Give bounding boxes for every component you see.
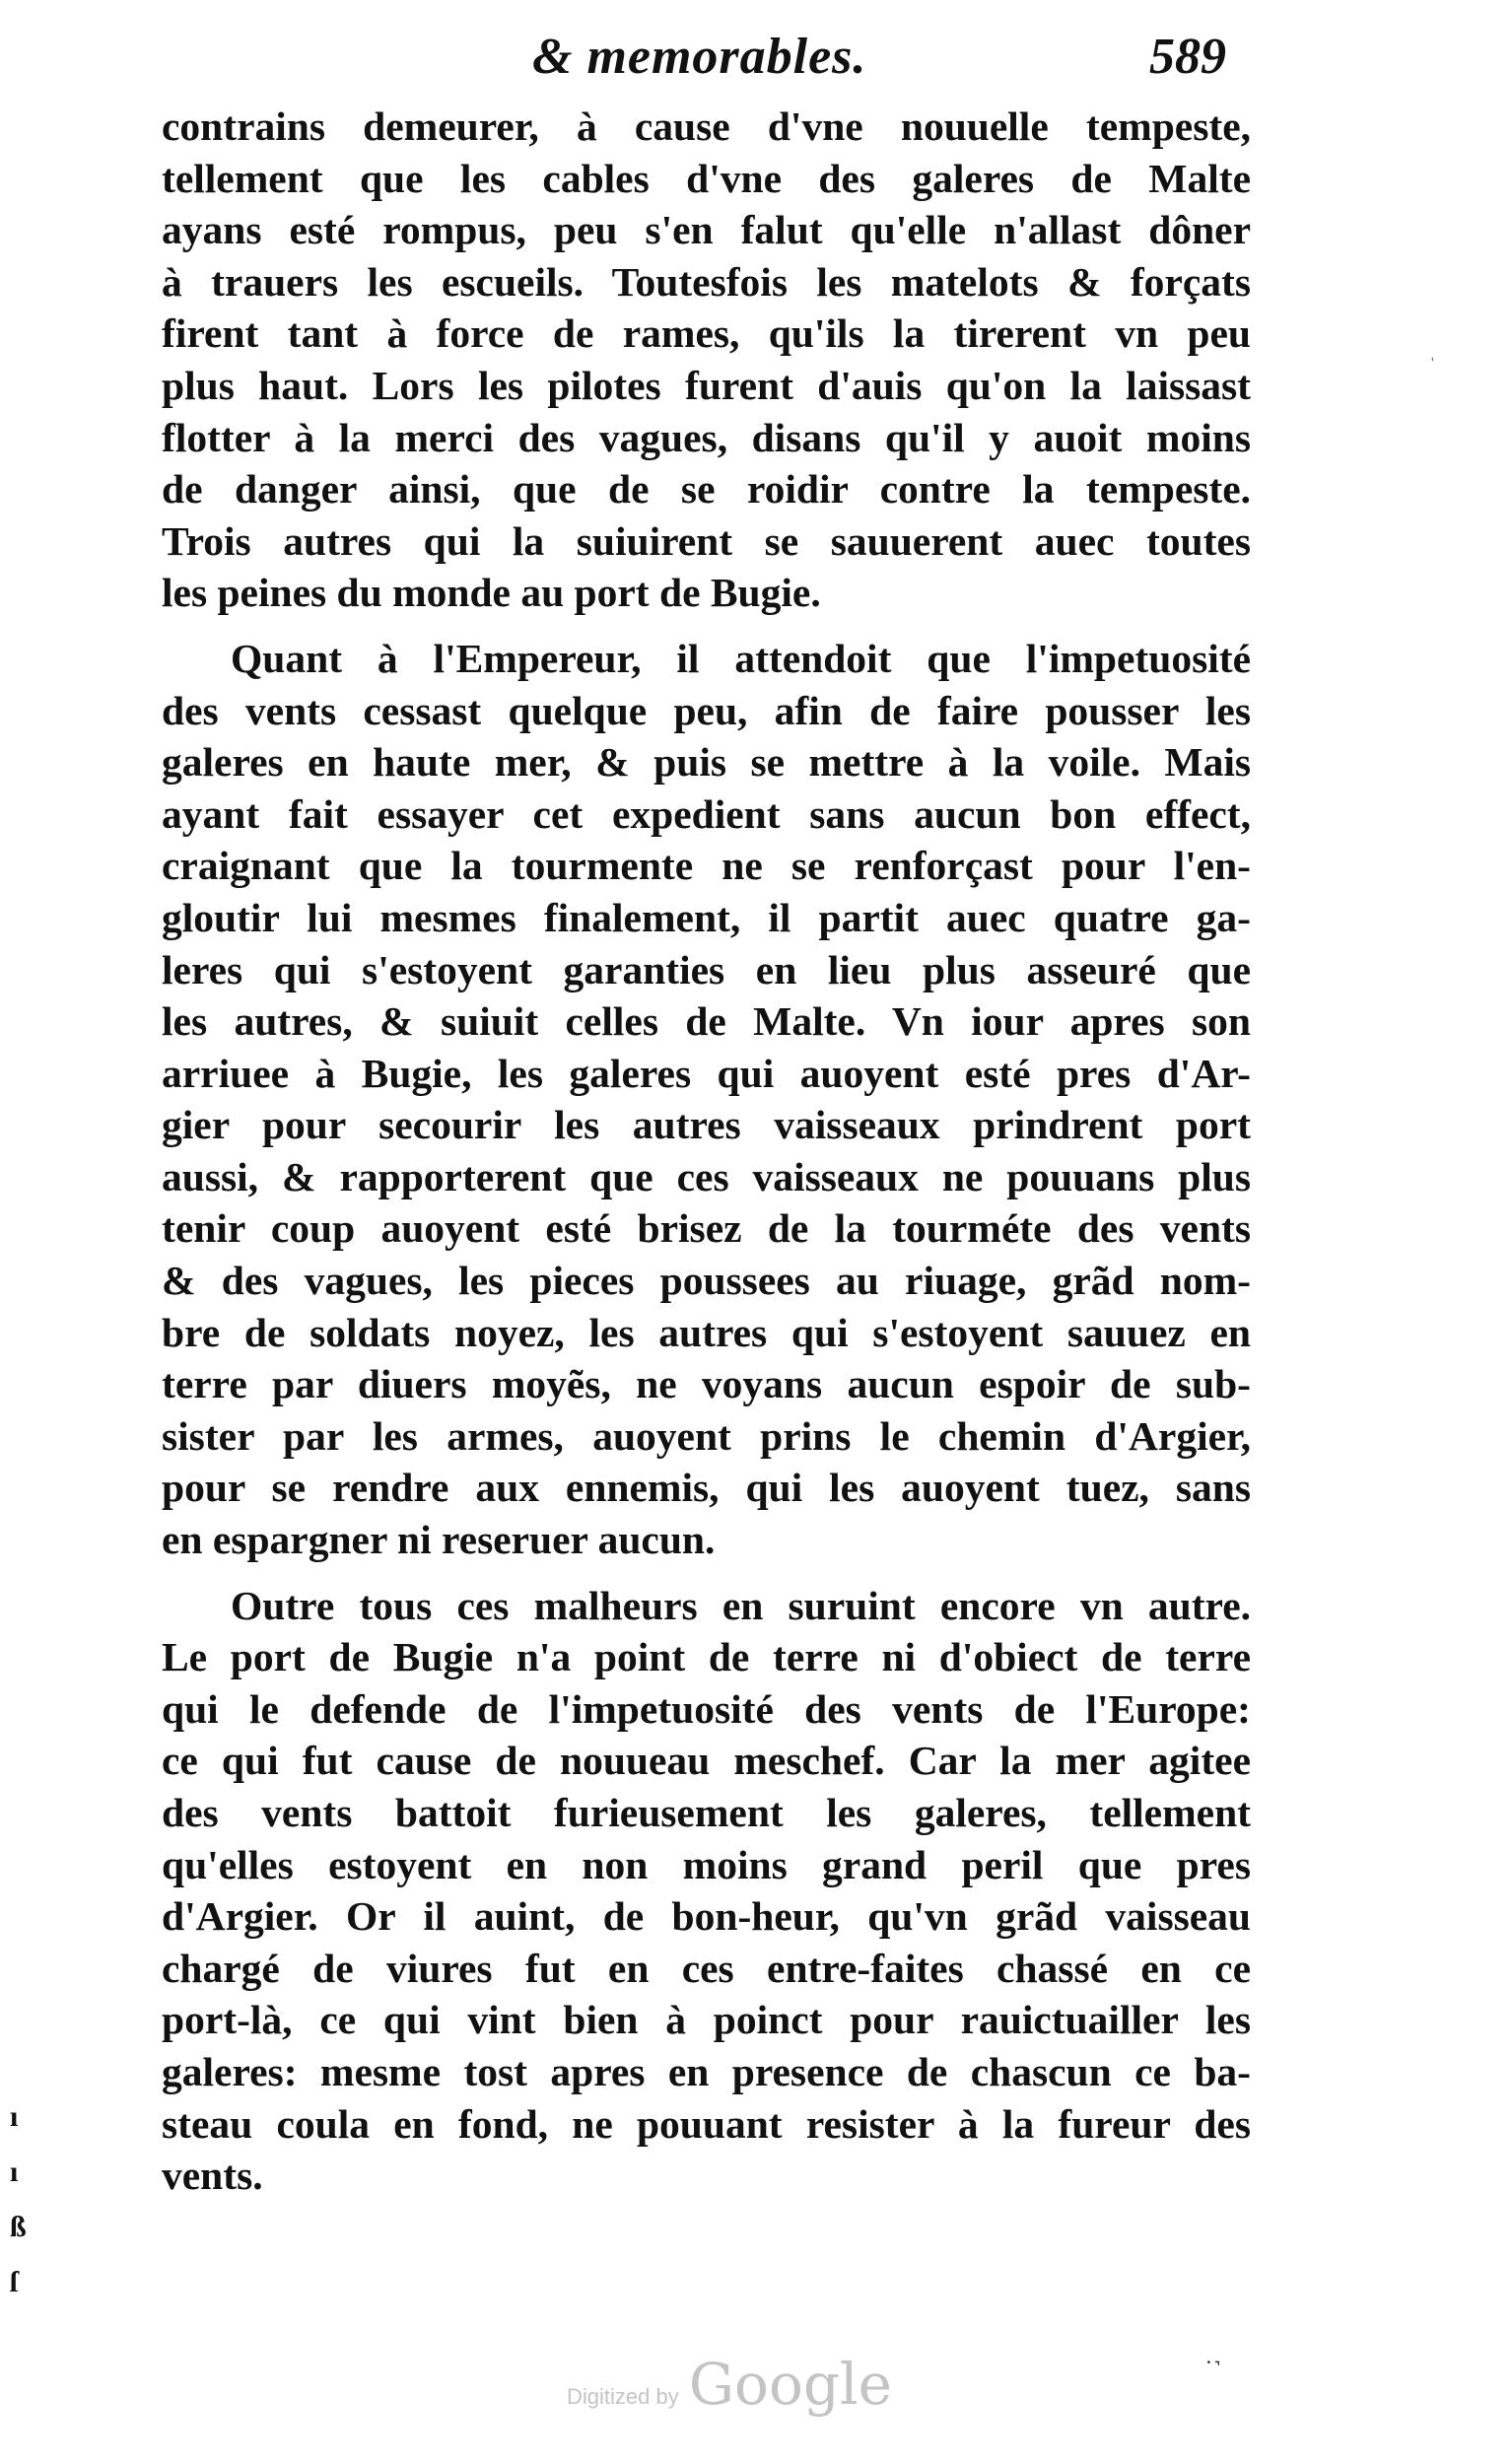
text-line: gier pour secourir les autres vaisseaux prindrent port — [162, 1102, 1251, 1148]
text-line: pour se rendre aux ennemis, qui les auoyent tuez, sans — [162, 1465, 1251, 1511]
text-line: qui le defende de l'impetuosité des vents de l'Europe: — [162, 1685, 1251, 1732]
text-line: arriuee à Bugie, les galeres qui auoyent esté pres d'Ar- — [162, 1050, 1251, 1096]
watermark-prefix: Digitized by — [567, 2384, 679, 2409]
text-line: tellement que les cables d'vne des galeres de Malte — [162, 155, 1251, 201]
paragraph-gap — [162, 1566, 1251, 1580]
text-line: sister par les armes, auoyent prins le chemin d'Argier, — [162, 1412, 1251, 1459]
text-line: Outre tous ces malheurs en suruint encore vn autre. — [231, 1582, 1251, 1628]
text-line: de danger ainsi, que de se roidir contre la tempeste. — [162, 466, 1251, 513]
paragraph-gap — [162, 619, 1251, 633]
text-line: steau coula en fond, ne pouuant resister à la fureur des — [162, 2100, 1251, 2147]
text-line: flotter à la merci des vagues, disans qu'il y auoit moins — [162, 414, 1251, 460]
running-head: & memorables. — [532, 29, 867, 85]
text-line: Trois autres qui la suiuirent se sauuerent auec toutes — [162, 517, 1251, 564]
text-line: ayans esté rompus, peu s'en falut qu'elle n'allast dôner — [162, 207, 1251, 253]
text-line: les peines du monde au port de Bugie. — [162, 570, 821, 616]
google-logo: Google — [688, 2351, 892, 2418]
text-line: Le port de Bugie n'a point de terre ni d'obiect de terre — [162, 1634, 1251, 1680]
text-line: port-là, ce qui vint bien à poinct pour rauictuailler les — [162, 1997, 1251, 2043]
text-line: bre de soldats noyez, les autres qui s'estoyent sauuez en — [162, 1309, 1251, 1355]
text-line: d'Argier. Or il auint, de bon-heur, qu'vn grãd vaisseau — [162, 1893, 1251, 1940]
text-line: galeres: mesme tost apres en presence de chascun ce ba- — [162, 2048, 1251, 2094]
text-line: en espargner ni reseruer aucun. — [162, 1517, 716, 1563]
text-line: vents. — [162, 2153, 263, 2199]
text-line: ce qui fut cause de nouueau meschef. Car la mer agitee — [162, 1738, 1251, 1784]
text-line: des vents cessast quelque peu, afin de faire pousser les — [162, 687, 1251, 733]
margin-mark: ß — [10, 2211, 27, 2243]
margin-mark: ı — [10, 2100, 19, 2133]
digitized-watermark — [567, 2351, 892, 2418]
text-line: firent tant à force de rames, qu'ils la tirerent vn peu — [162, 310, 1251, 357]
text-line: des vents battoit furieusement les galeres, tellement — [162, 1790, 1251, 1835]
text-line: chargé de viures fut en ces entre-faites chassé en ce — [162, 1945, 1251, 1991]
corner-mark: ˙˺ — [1204, 2356, 1222, 2384]
text-line: galeres en haute mer, & puis se mettre à la voile. Mais — [162, 739, 1251, 786]
text-line: les autres, & suiuit celles de Malte. Vn iour apres son — [162, 998, 1251, 1045]
text-line: leres qui s'estoyent garanties en lieu plus asseuré que — [162, 946, 1251, 992]
text-line: & des vagues, les pieces poussees au riuage, grãd nom- — [162, 1258, 1251, 1304]
margin-mark: ſ — [10, 2266, 19, 2298]
margin-marks — [10, 2089, 39, 2310]
text-line: terre par diuers moyẽs, ne voyans aucun espoir de sub- — [162, 1361, 1251, 1407]
margin-speck: ˈ — [1429, 355, 1436, 376]
text-line: Quant à l'Empereur, il attendoit que l'impetuosité — [231, 635, 1251, 681]
text-line: plus haut. Lors les pilotes furent d'auis qu'on la laissast — [162, 362, 1251, 408]
paragraph-2 — [162, 633, 1251, 1566]
text-line: tenir coup auoyent esté brisez de la tourméte des vents — [162, 1205, 1251, 1252]
margin-mark: ı — [10, 2156, 19, 2188]
text-line: craignant que la tourmente ne se renforçast pour l'en- — [162, 843, 1251, 889]
text-line: gloutir lui mesmes finalement, il partit auec quatre ga- — [162, 894, 1251, 940]
text-line: à trauers les escueils. Toutesfois les matelots & forçats — [162, 258, 1251, 305]
paragraph-1 — [162, 101, 1251, 619]
page-number: 589 — [1149, 29, 1226, 85]
text-line: contrains demeurer, à cause d'vne nouuelle tempeste, — [162, 103, 1251, 149]
paragraph-3 — [162, 1580, 1251, 2202]
body-text — [162, 101, 1251, 2202]
text-line: aussi, & rapporterent que ces vaisseaux ne pouuans plus — [162, 1153, 1251, 1199]
text-line: qu'elles estoyent en non moins grand peril que pres — [162, 1841, 1251, 1887]
text-line: ayant fait essayer cet expedient sans aucun bon effect, — [162, 790, 1251, 837]
